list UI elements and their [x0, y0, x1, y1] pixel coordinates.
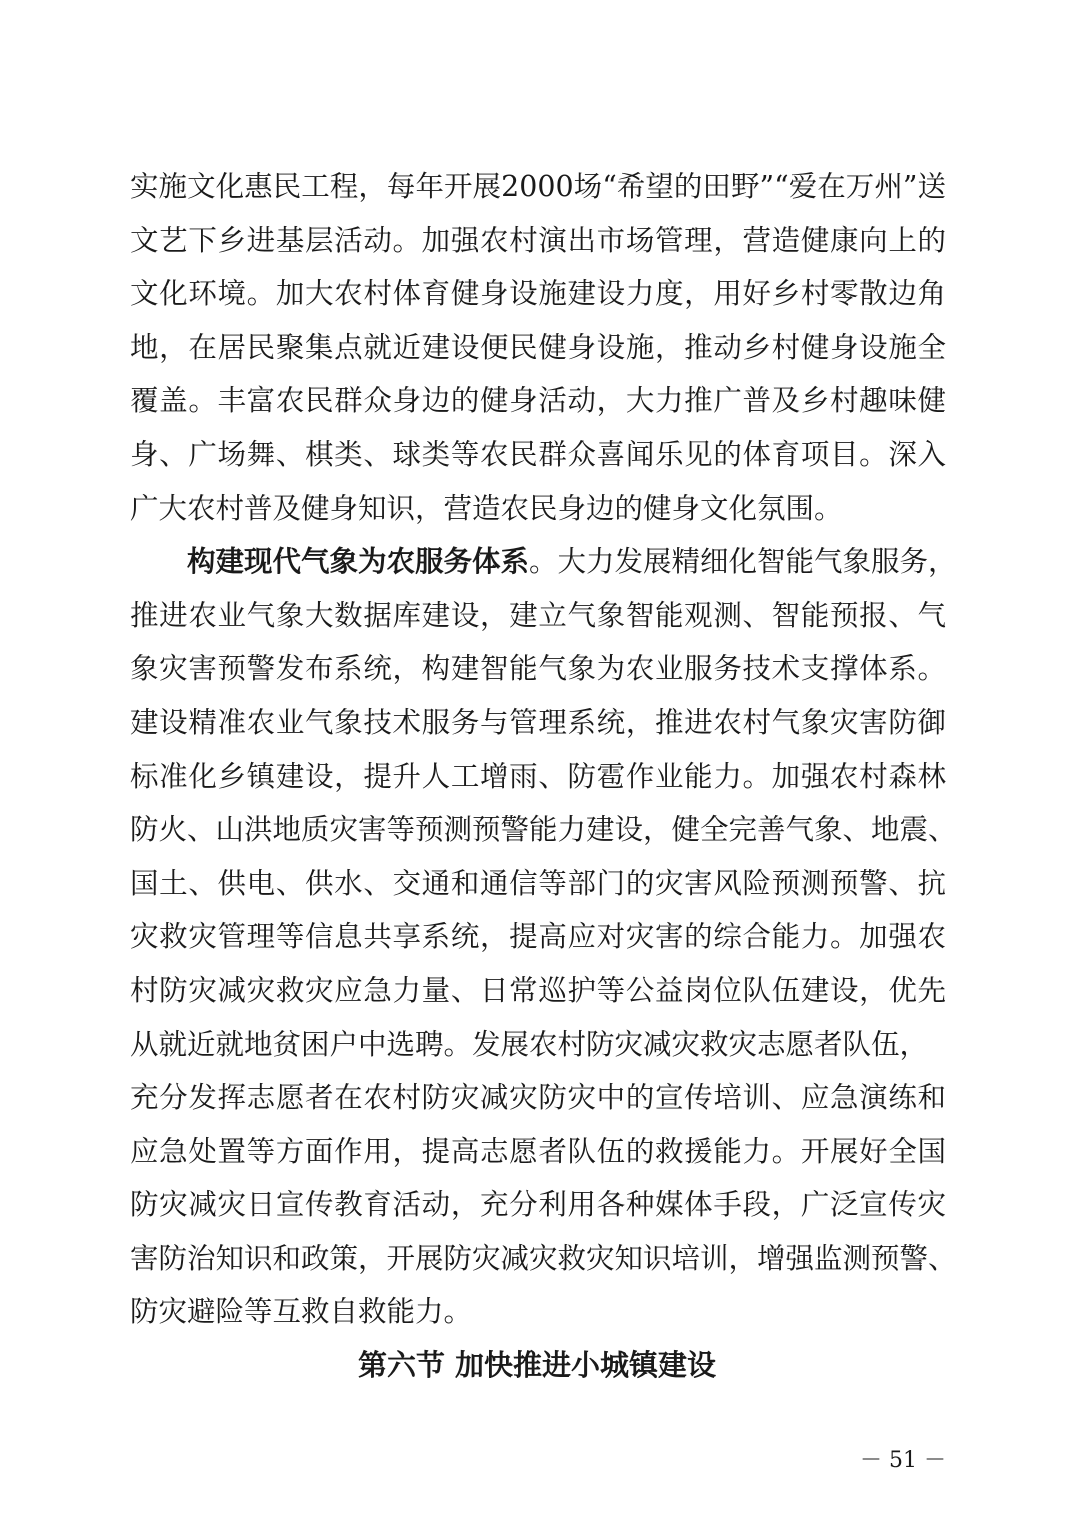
text-line	[130, 535, 957, 589]
body-text	[130, 160, 957, 1339]
text-line: 覆盖。丰富农民群众身边的健身活动，大力推广普及乡村趣味健	[130, 384, 946, 418]
text-line: 实施文化惠民工程，每年开展2000场“希望的田野”“爱在万州”送	[130, 170, 946, 203]
text-line: 从就近就地贫困户中选聘。发展农村防灾减灾救灾志愿者队伍，	[130, 1027, 929, 1061]
text-line: 地，在居民聚集点就近建设便民健身设施，推动乡村健身设施全	[130, 330, 946, 364]
text-line: 充分发挥志愿者在农村防灾减灾防灾中的宣传培训、应急演练和	[130, 1081, 946, 1115]
paragraph-culture-sports	[130, 160, 946, 535]
text-line: 推进农业气象大数据库建设，建立气象智能观测、智能预报、气	[130, 598, 946, 632]
text-line: 身、广场舞、棋类、球类等农民群众喜闻乐见的体育项目。深入	[130, 437, 946, 471]
text-line: 防灾减灾日宣传教育活动，充分利用各种媒体手段，广泛宣传灾	[130, 1188, 946, 1222]
text-line: 广大农村普及健身知识，营造农民身边的健身文化氛围。	[130, 491, 843, 525]
section-heading: 第六节 加快推进小城镇建设	[357, 1348, 717, 1382]
text-line: 村防灾减灾救灾应急力量、日常巡护等公益岗位队伍建设，优先	[130, 973, 946, 1007]
text-line: 防火、山洪地质灾害等预测预警能力建设，健全完善气象、地震、	[130, 813, 957, 847]
paragraph-heading: 构建现代气象为农服务体系	[187, 544, 530, 579]
paragraph-first-line-text: 。大力发展精细化智能气象服务，	[529, 545, 957, 579]
paragraph-meteorology	[130, 535, 957, 1339]
text-line: 标准化乡镇建设，提升人工增雨、防雹作业能力。加强农村森林	[130, 759, 946, 793]
text-line: 文化环境。加大农村体育健身设施建设力度，用好乡村零散边角	[130, 277, 946, 311]
text-line: 害防治知识和政策，开展防灾减灾救灾知识培训，增强监测预警、	[130, 1241, 957, 1275]
text-line: 灾救灾管理等信息共享系统，提高应对灾害的综合能力。加强农	[130, 920, 946, 954]
page-number: － 51 －	[860, 1448, 946, 1473]
text-line: 文艺下乡进基层活动。加强农村演出市场管理，营造健康向上的	[130, 223, 946, 257]
text-line: 国土、供电、供水、交通和通信等部门的灾害风险预测预警、抗	[130, 866, 946, 900]
text-line: 建设精准农业气象技术服务与管理系统，推进农村气象灾害防御	[130, 705, 946, 739]
text-line: 防灾避险等互救自救能力。	[130, 1295, 473, 1329]
text-line: 象灾害预警发布系统，构建智能气象为农业服务技术支撑体系。	[130, 652, 946, 686]
text-line: 应急处置等方面作用，提高志愿者队伍的救援能力。开展好全国	[130, 1134, 946, 1168]
